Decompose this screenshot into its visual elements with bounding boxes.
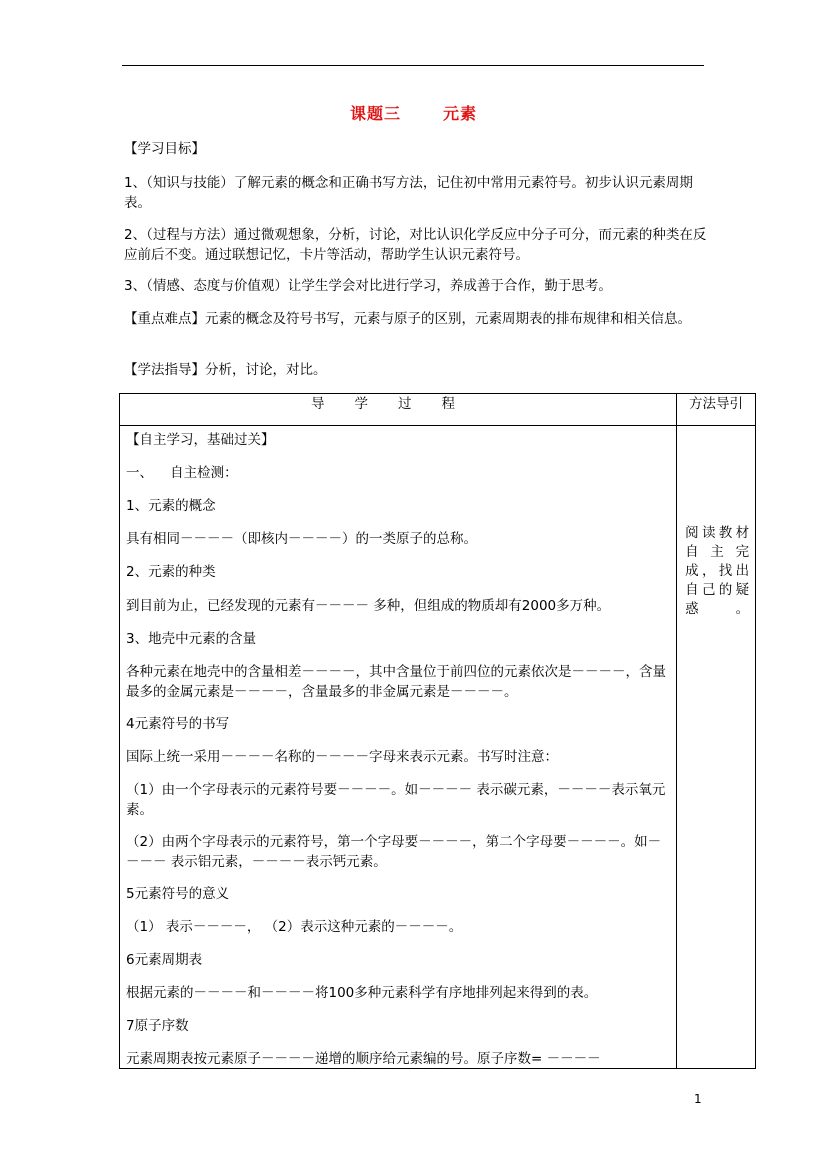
section-heading: 【自主学习，基础过关】 xyxy=(126,432,275,448)
item-2-text: 到目前为止，已经发现的元素有－－－－ 多种，但组成的物质却有2000多万种。 xyxy=(126,598,611,614)
item-2-heading: 2、元素的种类 xyxy=(126,564,216,580)
method-note: 阅读教材自主完成，找出自己的疑惑。 xyxy=(685,525,750,617)
title-lesson: 课题三 xyxy=(349,104,401,123)
item-5-heading: 5元素符号的意义 xyxy=(126,886,230,902)
item-1-text: 具有相同－－－－（即核内－－－－）的一类原子的总称。 xyxy=(126,531,477,547)
goal-2: 2、（过程与方法）通过微观想象，分析，讨论，对比认识化学反应中分子可分，而元素的种类在反应前后不变。通过联想记忆，卡片等活动，帮助学生认识元素符号。 xyxy=(124,227,707,263)
method-guide: 【学法指导】分析，讨论，对比。 xyxy=(124,362,327,378)
method-cell xyxy=(677,426,756,1069)
item-7-heading: 7原子序数 xyxy=(126,1018,189,1034)
goal-3: 3、（情感、态度与价值观）让学生学会对比进行学习，养成善于合作，勤于思考。 xyxy=(124,278,612,294)
item-6-text: 根据元素的－－－－和－－－－将100多种元素科学有序地排列起来得到的表。 xyxy=(126,985,598,1001)
goal-1: 1、（知识与技能）了解元素的概念和正确书写方法，记住初中常用元素符号。初步认识元素周期表。 xyxy=(124,175,693,211)
page-number: 1 xyxy=(694,1092,702,1106)
item-6-heading: 6元素周期表 xyxy=(126,952,203,968)
page-title xyxy=(0,101,827,124)
key-points: 【重点难点】元素的概念及符号书写，元素与原子的区别，元素周期表的排布规律和相关信息。 xyxy=(124,311,691,327)
item-7-text: 元素周期表按元素原子－－－－递增的顺序给元素编的号。原子序数= －－－－ xyxy=(126,1051,601,1067)
item-4-rule-1: （1）由一个字母表示的元素符号要－－－－。如－－－－ 表示碳元素，－－－－表示氧元素。 xyxy=(126,782,666,818)
item-4-heading: 4元素符号的书写 xyxy=(126,716,230,732)
item-3-heading: 3、地壳中元素的含量 xyxy=(126,631,257,647)
process-cell xyxy=(120,426,677,1069)
guided-learning-table xyxy=(119,393,756,1069)
table-header-method: 方法导引 xyxy=(677,394,756,426)
header-rule xyxy=(122,65,704,66)
item-4-text: 国际上统一采用－－－－名称的－－－－字母来表示元素。书写时注意： xyxy=(126,749,558,765)
self-check-heading: 一、 自主检测： xyxy=(126,465,238,481)
goals-heading: 【学习目标】 xyxy=(124,141,205,157)
item-4-rule-2: （2）由两个字母表示的元素符号，第一个字母要－－－－，第二个字母要－－－－。如－－－－ 表示铝元素，－－－－表示钙元素。 xyxy=(126,834,662,870)
item-5-text: （1） 表示－－－－， （2）表示这种元素的－－－－。 xyxy=(126,919,463,935)
item-1-heading: 1、元素的概念 xyxy=(126,498,216,514)
table-header-process: 导学过程 xyxy=(120,394,677,426)
item-3-text: 各种元素在地壳中的含量相差－－－－，其中含量位于前四位的元素依次是－－－－，含量最多的金属元素是－－－－，含量最多的非金属元素是－－－－。 xyxy=(126,664,666,700)
title-topic: 元素 xyxy=(443,104,478,123)
